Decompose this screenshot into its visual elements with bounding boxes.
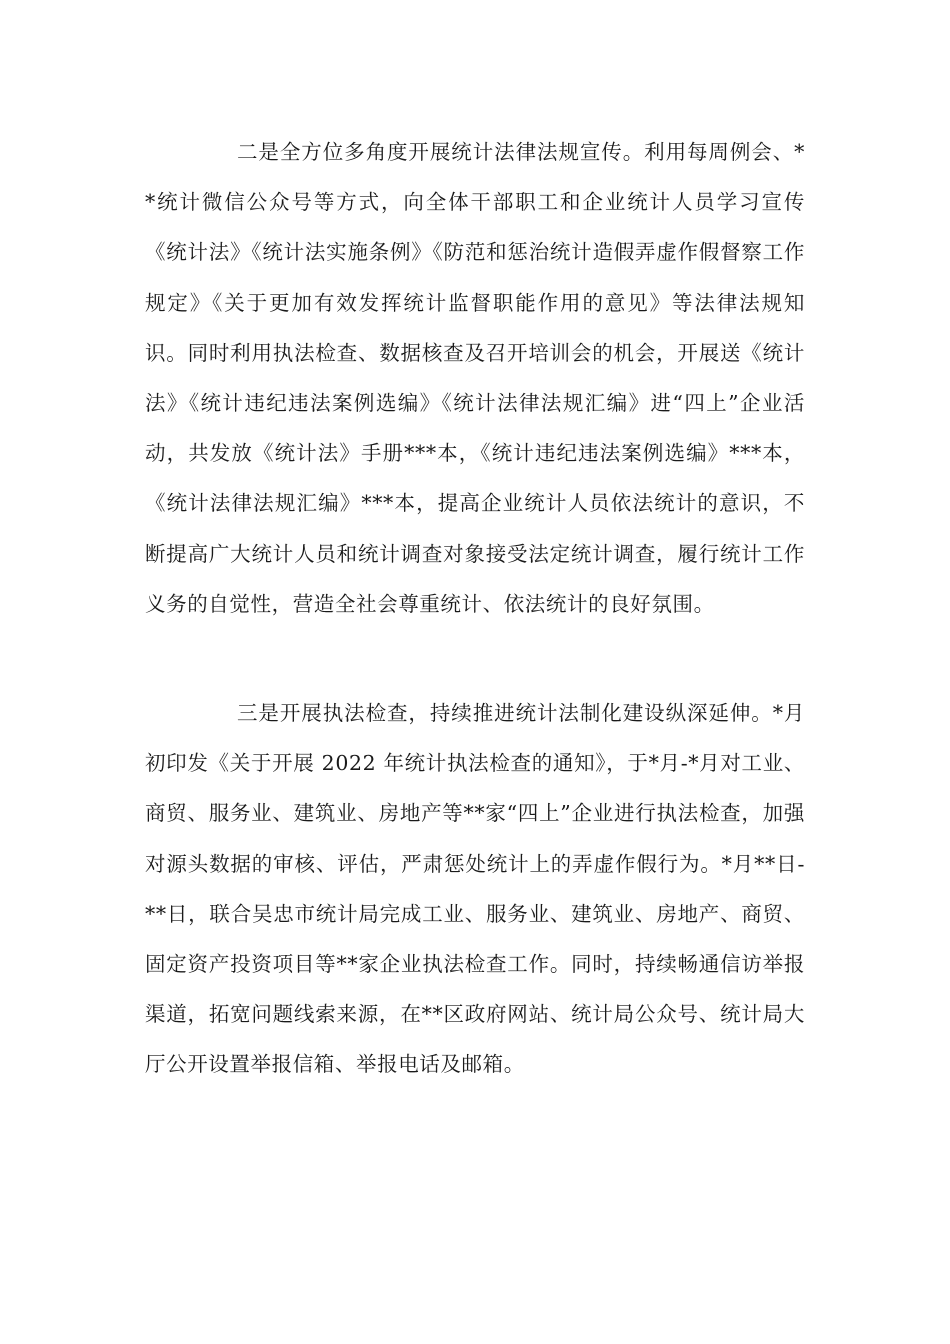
paragraph-law-enforcement-inspection: 三是开展执法检查，持续推进统计法制化建设纵深延伸。*月初印发《关于开展 2022 年统计执法检查的通知》，于*月-*月对工业、商贸、服务业、建筑业、房地产等**家“四上”企业进行执法检查，加强对源头数据的审核、评估，严肃惩处统计上的弄虚作假行为。*月**日-**日，联合吴忠市统计局完成工业、服务业、建筑业、房地产、商贸、固定资产投资项目等**家企业执法检查工作。同时，持续畅通信访举报渠道，拓宽问题线索来源，在**区政府网站、统计局公众号、统计局大厅公开设置举报信箱、举报电话及邮箱。 [145, 701, 805, 1077]
paragraph-legal-publicity: 二是全方位多角度开展统计法律法规宣传。利用每周例会、**统计微信公众号等方式，向全体干部职工和企业统计人员学习宣传《统计法》《统计法实施条例》《防范和惩治统计造假弄虚作假督察工作规定》《关于更加有效发挥统计监督职能作用的意见》等法律法规知识。同时利用执法检查、数据核查及召开培训会的机会，开展送《统计法》《统计违纪违法案例选编》《统计法律法规汇编》进“四上”企业活动，共发放《统计法》手册***本，《统计违纪违法案例选编》***本，《统计法律法规汇编》***本，提高企业统计人员依法统计的意识，不断提高广大统计人员和统计调查对象接受法定统计调查，履行统计工作义务的自觉性，营造全社会尊重统计、依法统计的良好氛围。 [145, 140, 805, 616]
